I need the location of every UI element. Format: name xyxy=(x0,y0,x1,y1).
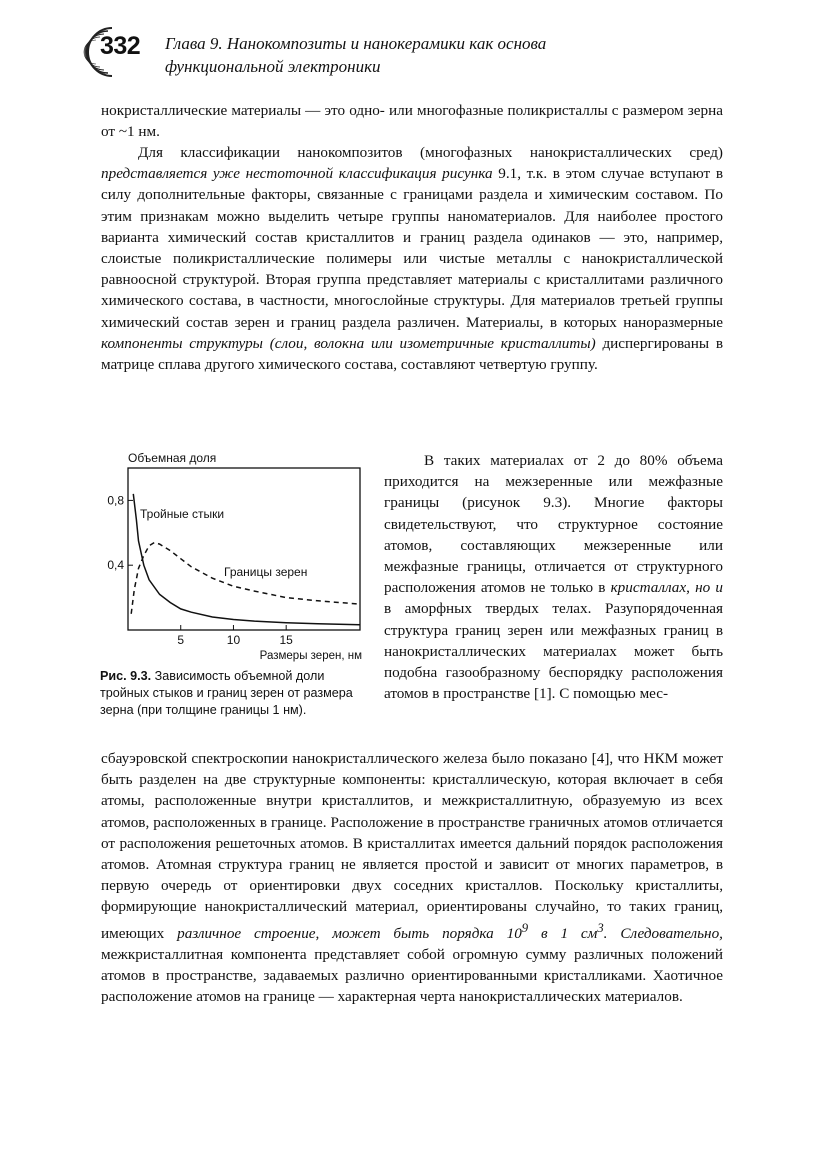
paragraph-3-comma: , xyxy=(686,579,696,597)
figure-9-3 xyxy=(100,450,370,665)
paragraph-2-part-e: диспергированы в матрице сплава другого химического состава, составляют четвертую группу. xyxy=(101,334,723,374)
figure-caption-text: Зависимость объемной доли тройных стыков и границ зерен от размера зерна (при толщине границы 1 нм). xyxy=(100,669,353,717)
paragraph-4 xyxy=(101,748,723,1008)
grain-size-chart xyxy=(100,450,370,665)
y-axis-label: Объемная доля xyxy=(128,451,217,465)
figure-caption-label: Рис. 9.3. xyxy=(100,669,152,683)
annotation-grain-boundaries: Границы зерен xyxy=(224,565,308,579)
page-header xyxy=(78,24,778,84)
running-header xyxy=(165,32,546,78)
paragraph-3 xyxy=(384,450,723,704)
plot-frame xyxy=(128,468,360,630)
paragraph-2-italic-a: представляется уже нестоточной классификация рисунка xyxy=(101,165,493,183)
paragraph-4-italic-a xyxy=(177,920,723,942)
x-tick-label: 10 xyxy=(226,633,241,647)
paragraph-3-italic-b: но и xyxy=(695,579,723,597)
exponent-9: 9 xyxy=(521,920,529,935)
paragraph-2-part-a: Для классификации нанокомпозитов (многофазных нанокристаллических сред) xyxy=(138,144,723,161)
running-header-line1: Глава 9. Нанокомпозиты и нанокерамики как основа xyxy=(165,34,547,53)
x-axis-label: Размеры зерен, нм xyxy=(259,650,362,662)
annotation-triple-junctions: Тройные стыки xyxy=(140,507,225,521)
paragraph-3-part-e: в аморфных твердых телах. Разупорядоченная структура границ зерен или межфазных границ в нанокристаллических материалах может быть подобна газообразному беспорядку расположения атомов в пространстве [1]. С помощью мес- xyxy=(384,600,723,703)
paragraph-4-part-a: сбауэровской спектроскопии нанокристаллического железа было показано [4], что НКМ может быть разделен на две структурные компоненты: кристаллическую, которая включает в себя атомы, расположенные внутри кристаллитов, и межкристаллитную, образуемую из всех атомов, расположенных в границе. Расположение в пространстве граничных атомов отличается от расположения решеточных атомов. В кристаллитах имеется дальний порядок расположения атомов. Атомная структура границ не является простой и зависит от многих параметров, в первую очередь от ориентировки двух соседних кристаллов. Поскольку кристаллиты, формирующие нанокристаллический материал, ориентированы случайно, то таких границ, имеющих xyxy=(101,750,723,942)
paragraph-2-part-c: 9.1, т.к. в этом случае вступают в силу дополнительные факторы, связанные с границами раздела и химическим составом. По этим признакам можно выделить четыре группы наноматериалов. Для наиболее простого варианта химический состав кристаллитов и границ раздела одинаков — это, например, слоистые поликристаллические полимеры или чистые металлы с нанокристаллической равноосной структурой. Вторая группа представляет материалы с кристаллитами различного химического состава, в частности, многослойные структуры. Для материалов третьей группы химический состав зерен и границ раздела различен. Материалы, в которых наноразмерные xyxy=(101,165,723,331)
running-header-line2: функциональной электроники xyxy=(165,57,381,76)
paragraph-3-italic-a: кристаллах xyxy=(610,579,687,597)
figure-caption xyxy=(100,668,366,719)
paragraph-1: нокристаллические материалы — это одно- или многофазные поликристаллы с размером зерна от ~1 нм. xyxy=(101,102,723,141)
paragraph-4-italic-a-unit: в 1 см xyxy=(528,924,598,942)
paragraph-4-part-e: межкристаллитная компонента представляет собой огромную сумму различных положений атомов в пространстве, задаваемых различно ориентированными кристалликами. Хаотичное расположение атомов на границе — характерная черта нанокристаллических материалов. xyxy=(101,945,723,1006)
x-tick-label: 5 xyxy=(177,633,185,647)
paragraph-4-italic-a-end: . Следовательно, xyxy=(603,924,723,942)
exponent-3: 3 xyxy=(597,920,604,935)
paragraph-2-italic-b: компоненты структуры (слои, волокна или изометричные кристаллиты) xyxy=(101,334,596,352)
paragraph-2 xyxy=(101,142,723,375)
page-number: 332 xyxy=(100,32,141,60)
y-tick-label: 0,4 xyxy=(107,558,124,573)
y-tick-label: 0,8 xyxy=(107,493,124,508)
x-tick-label: 15 xyxy=(279,633,293,647)
paragraph-3-part-a: В таких материалах от 2 до 80% объема приходится на межзеренные или межфазные границы (рисунок 9.3). Многие факторы свидетельствуют, что структурное состояние атомов, составляющих межзеренные или межфазные границы, отличается от структурного расположения атомов не только в xyxy=(384,452,723,597)
paragraph-4-italic-a-text: различное строение, может быть порядка 10 xyxy=(177,924,522,942)
